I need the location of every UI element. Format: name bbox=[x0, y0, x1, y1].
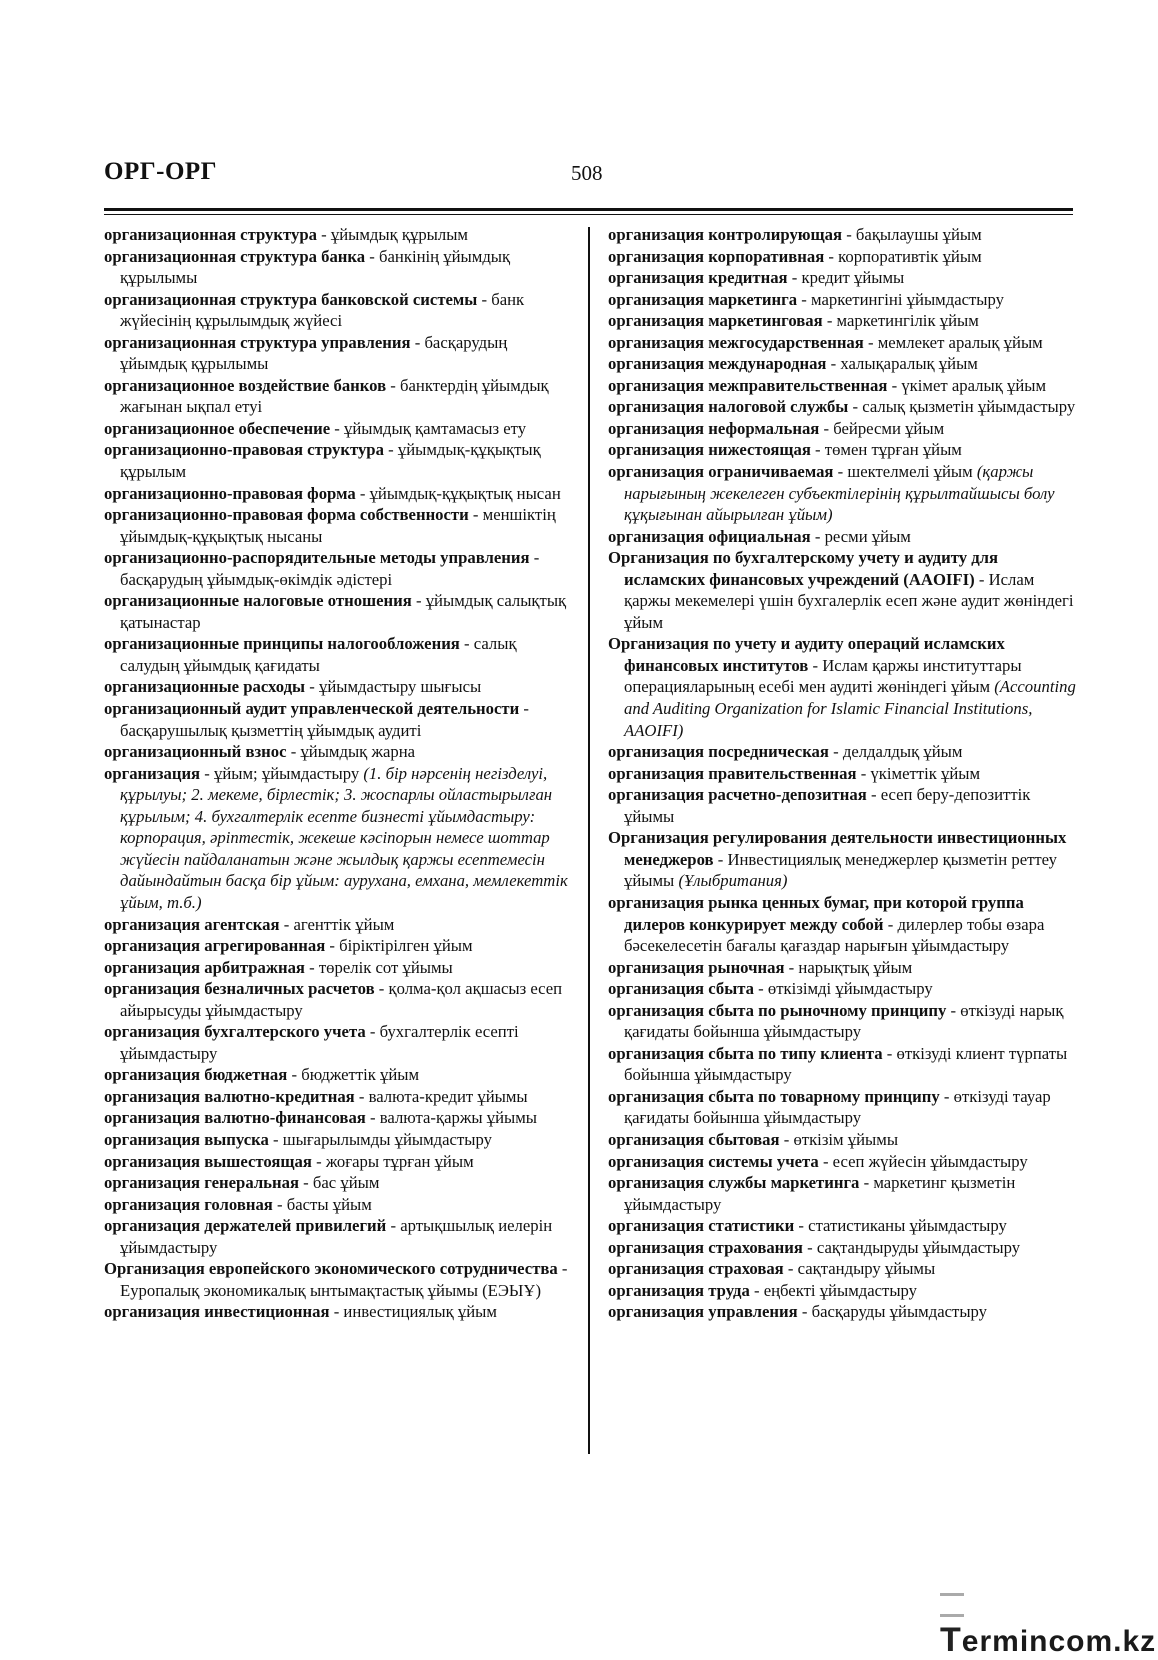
dictionary-entry bbox=[608, 784, 1076, 827]
dictionary-entry bbox=[104, 246, 578, 289]
entry-term: организация корпоративная bbox=[608, 246, 825, 266]
entry-definition: ұйымдастыру шығысы bbox=[319, 677, 482, 697]
entry-separator: - bbox=[330, 418, 345, 438]
entry-separator: - bbox=[468, 505, 483, 525]
entry-definition: Ислам қаржы мекемелері үшін бухгалерлік есеп және аудит жөніндегі ұйым bbox=[624, 569, 1074, 632]
dictionary-entry bbox=[104, 504, 578, 547]
entry-separator: - bbox=[200, 763, 214, 783]
entry-term: организация маркетинговая bbox=[608, 311, 823, 331]
entry-note: (1. бір нәрсенің негізделуі, құрылуы; 2. мекеме, бірлестік; 3. жоспарлы ойластырылған құрылым; 4. бухгалтерлік есепте бизнесті ұйымдастыру: корпорация, әріптестік, жекеше кәсіпорын немесе шоттар жүйесін пайдаланатын және жылдық қаржы есептемесін дайындайтын басқа бір ұйым: аурухана, емхана, мемлекеттік ұйым, т.б.) bbox=[120, 763, 568, 912]
dictionary-entry bbox=[608, 1237, 1076, 1259]
running-head: ОРГ-ОРГ bbox=[104, 158, 218, 185]
dictionary-entry bbox=[608, 310, 1076, 332]
entry-definition: кредит ұйымы bbox=[801, 268, 905, 288]
dictionary-entry bbox=[104, 978, 578, 1021]
entry-definition: ұйымдық қамтамасыз ету bbox=[344, 418, 527, 438]
entry-definition: валюта-кредит ұйымы bbox=[368, 1086, 528, 1106]
entry-term: Организация европейского экономического сотрудничества bbox=[104, 1259, 558, 1279]
entry-term: организация межправительственная bbox=[608, 375, 888, 395]
entry-separator: - bbox=[749, 1280, 764, 1300]
entry-definition: басқарудың ұйымдық-өкімдік әдістері bbox=[120, 569, 393, 589]
entry-separator: - bbox=[783, 1259, 798, 1279]
entry-term: организация генеральная bbox=[104, 1173, 299, 1193]
entry-definition: еңбекті ұйымдастыру bbox=[763, 1280, 918, 1300]
entry-definition: дилерлер тобы өзара бәсекелесетін бағалы қағаздар нарығын ұйымдастыру bbox=[624, 914, 1045, 956]
entry-separator: - bbox=[808, 655, 823, 675]
entry-definition: ұйымдық салықтық қатынастар bbox=[120, 591, 567, 632]
entry-term: организационные налоговые отношения bbox=[104, 591, 412, 611]
dictionary-entry bbox=[608, 978, 1076, 1000]
entry-separator: - bbox=[866, 785, 881, 805]
entry-separator: - bbox=[365, 1022, 380, 1042]
dictionary-entry bbox=[104, 763, 578, 914]
page-number: 508 bbox=[571, 161, 603, 185]
entry-separator: - bbox=[859, 1173, 874, 1193]
dictionary-entry bbox=[608, 763, 1076, 785]
entry-definition: корпоративтік ұйым bbox=[838, 246, 982, 266]
entry-definition: статистиканы ұйымдастыру bbox=[808, 1216, 1007, 1236]
entry-note: (Accounting and Auditing Organization for Islamic Financial Institutions, AAOIFI) bbox=[624, 677, 1076, 740]
entry-separator: - bbox=[753, 979, 768, 999]
dictionary-entry bbox=[608, 1258, 1076, 1280]
entry-separator: - bbox=[311, 1151, 326, 1171]
dictionary-entry bbox=[608, 547, 1076, 633]
entry-definition: бас ұйым bbox=[312, 1173, 380, 1193]
entry-term: организационно-правовая структура bbox=[104, 440, 384, 460]
entry-term: Организация регулирования деятельности инвестиционных менеджеров bbox=[608, 828, 1067, 869]
entry-separator: - bbox=[824, 246, 839, 266]
entry-term: организационно-правовая форма собственности bbox=[104, 505, 469, 525]
entry-term: организация сбытовая bbox=[608, 1129, 780, 1149]
entry-separator: - bbox=[529, 548, 540, 568]
entry-separator: - bbox=[286, 742, 301, 762]
dictionary-entry bbox=[608, 1043, 1076, 1086]
dictionary-entry bbox=[104, 1151, 578, 1173]
dictionary-entry bbox=[608, 1151, 1076, 1173]
dictionary-entry bbox=[608, 1172, 1076, 1215]
entry-separator: - bbox=[519, 699, 529, 719]
dictionary-entry bbox=[608, 957, 1076, 979]
entry-definition: үкіметтік ұйым bbox=[870, 763, 981, 783]
entry-term: организация налоговой службы bbox=[608, 397, 849, 417]
dictionary-entry bbox=[608, 741, 1076, 763]
dictionary-entry bbox=[608, 267, 1076, 289]
entry-term: организация bbox=[104, 763, 201, 783]
entry-term: организация официальная bbox=[608, 526, 811, 546]
dictionary-entry bbox=[104, 1194, 578, 1216]
entry-separator: - bbox=[325, 936, 340, 956]
entry-separator: - bbox=[939, 1086, 954, 1106]
entry-separator: - bbox=[819, 418, 834, 438]
entry-term: организация кредитная bbox=[608, 268, 788, 288]
entry-term: организационная структура bbox=[104, 225, 317, 244]
entry-definition: есеп жүйесін ұйымдастыру bbox=[832, 1151, 1028, 1171]
dictionary-entry bbox=[608, 1000, 1076, 1043]
dictionary-entry bbox=[104, 1172, 578, 1194]
entry-definition: ұйымдық-құқықтық құрылым bbox=[120, 440, 541, 482]
entry-separator: - bbox=[826, 354, 841, 374]
entry-definition: бухгалтерлік есепті ұйымдастыру bbox=[120, 1022, 519, 1063]
entry-term: организация агрегированная bbox=[104, 936, 326, 956]
entry-definition: басқаруды ұйымдастыру bbox=[811, 1302, 988, 1322]
entry-definition: жоғары тұрған ұйым bbox=[325, 1151, 474, 1171]
entry-definition: меншіктің ұйымдық-құқықтық нысаны bbox=[120, 505, 556, 546]
entry-definition: салық салудың ұйымдық қағидаты bbox=[120, 634, 517, 675]
entry-separator: - bbox=[863, 332, 878, 352]
entry-separator: - bbox=[316, 225, 331, 244]
entry-separator: - bbox=[386, 1216, 401, 1236]
entry-term: организация нижестоящая bbox=[608, 440, 811, 460]
dictionary-entry bbox=[104, 1086, 578, 1108]
entry-separator: - bbox=[883, 914, 898, 934]
entry-separator: - bbox=[810, 440, 825, 460]
header-rule-thick bbox=[104, 208, 1073, 211]
dictionary-entry bbox=[104, 439, 578, 482]
entry-definition: сақтандыру ұйымы bbox=[797, 1259, 936, 1279]
dictionary-entry bbox=[104, 633, 578, 676]
entry-definition: есеп беру-депозиттік ұйымы bbox=[624, 785, 1031, 826]
entry-term: организация сбыта по типу клиента bbox=[608, 1043, 883, 1063]
entry-term: организационная структура банковской системы bbox=[104, 289, 478, 309]
entry-term: организация системы учета bbox=[608, 1151, 819, 1171]
entry-term: организационное воздействие банков bbox=[104, 375, 387, 395]
dictionary-entry bbox=[608, 1215, 1076, 1237]
dictionary-entry bbox=[608, 246, 1076, 268]
dictionary-entry bbox=[104, 1215, 578, 1258]
dictionary-entry bbox=[608, 461, 1076, 526]
entry-term: организация рынка ценных бумаг, при которой группа дилеров конкурирует между собой bbox=[608, 892, 1024, 934]
dictionary-entry bbox=[104, 1258, 578, 1301]
watermark-initial: T bbox=[940, 1621, 962, 1659]
dictionary-entry bbox=[608, 1129, 1076, 1151]
entry-separator: - bbox=[272, 1194, 287, 1214]
entry-definition: қолма-қол ақшасыз есеп айырысуды ұйымдастыру bbox=[120, 979, 563, 1020]
entry-definition: делдалдық ұйым bbox=[842, 742, 963, 762]
entry-separator: - bbox=[459, 634, 474, 654]
entry-definition: бақылаушы ұйым bbox=[855, 225, 982, 244]
dictionary-entry bbox=[104, 418, 578, 440]
dictionary-entry bbox=[104, 1021, 578, 1064]
entry-separator: - bbox=[557, 1259, 568, 1279]
entry-separator: - bbox=[386, 375, 401, 395]
entry-definition: өткізім ұйымы bbox=[793, 1129, 899, 1149]
entry-definition: валюта-қаржы ұйымы bbox=[379, 1108, 538, 1128]
entry-separator: - bbox=[787, 268, 802, 288]
dictionary-entry bbox=[104, 224, 578, 246]
entry-definition: төмен тұрған ұйым bbox=[824, 440, 962, 460]
entry-separator: - bbox=[411, 591, 426, 611]
entry-term: Организация по бухгалтерскому учету и аудиту для исламских финансовых учреждений (AAOIFI) bbox=[608, 548, 999, 589]
entry-definition: ұйым; ұйымдастыру bbox=[214, 763, 360, 783]
entry-term: организация страховая bbox=[608, 1259, 784, 1279]
dictionary-entry bbox=[608, 332, 1076, 354]
entry-separator: - bbox=[268, 1129, 283, 1149]
entry-separator: - bbox=[355, 483, 370, 503]
entry-term: организационный аудит управленческой деятельности bbox=[104, 699, 520, 719]
dictionary-entry bbox=[608, 1301, 1076, 1323]
entry-term: организационный взнос bbox=[104, 742, 287, 762]
entry-term: организация сбыта по товарному принципу bbox=[608, 1086, 940, 1106]
column-divider bbox=[588, 227, 590, 1454]
entry-definition: инвестициялық ұйым bbox=[343, 1302, 497, 1322]
entry-definition: Еуропалық экономикалық ынтымақтастық ұйымы (ЕЭЫҰ) bbox=[120, 1280, 542, 1300]
dictionary-entry bbox=[608, 224, 1076, 246]
entry-definition: шектелмелі ұйым bbox=[847, 462, 973, 482]
entry-definition: өткізуді нарық қағидаты бойынша ұйымдастыру bbox=[624, 1000, 1064, 1042]
entry-term: организационная структура банка bbox=[104, 246, 366, 266]
entry-separator: - bbox=[365, 1108, 380, 1128]
dictionary-entry bbox=[608, 633, 1076, 741]
entry-term: организация инвестиционная bbox=[104, 1302, 330, 1322]
entry-separator: - bbox=[329, 1302, 344, 1322]
dictionary-entry bbox=[104, 676, 578, 698]
dictionary-entry bbox=[104, 741, 578, 763]
entry-separator: - bbox=[887, 375, 902, 395]
entry-definition: ұйымдық құрылым bbox=[330, 225, 468, 244]
entry-separator: - bbox=[279, 914, 294, 934]
entry-separator: - bbox=[383, 440, 398, 460]
entry-term: организация службы маркетинга bbox=[608, 1173, 860, 1193]
entry-definition: өткізуді клиент түрпаты бойынша ұйымдастыру bbox=[624, 1043, 1068, 1085]
entry-definition: бюджеттік ұйым bbox=[301, 1065, 420, 1085]
dictionary-entry bbox=[104, 1129, 578, 1151]
entry-separator: - bbox=[828, 742, 843, 762]
entry-separator: - bbox=[848, 397, 863, 417]
entry-term: организация статистики bbox=[608, 1216, 795, 1236]
entry-term: организационно-правовая форма bbox=[104, 483, 356, 503]
entry-definition: басқарушылық қызметтің ұйымдық аудиті bbox=[120, 720, 422, 740]
entry-definition: ресми ұйым bbox=[824, 526, 911, 546]
entry-definition: сақтандыруды ұйымдастыру bbox=[816, 1237, 1021, 1257]
entry-definition: басқарудың ұйымдық құрылымы bbox=[120, 332, 508, 374]
entry-separator: - bbox=[304, 957, 319, 977]
entry-separator: - bbox=[797, 1302, 812, 1322]
entry-term: организация арбитражная bbox=[104, 957, 305, 977]
entry-definition: банктердің ұйымдық жағынан ықпал етуі bbox=[120, 375, 549, 417]
entry-definition: банкінің ұйымдық құрылымы bbox=[120, 246, 511, 288]
left-column bbox=[104, 224, 578, 1323]
entry-term: организация выпуска bbox=[104, 1129, 269, 1149]
entry-separator: - bbox=[974, 569, 989, 589]
entry-term: организационно-распорядительные методы управления bbox=[104, 548, 530, 568]
entry-separator: - bbox=[842, 225, 856, 244]
entry-separator: - bbox=[856, 763, 871, 783]
entry-term: Организация по учету и аудиту операций исламских финансовых институтов bbox=[608, 634, 1005, 675]
entry-separator: - bbox=[477, 289, 492, 309]
entry-separator: - bbox=[818, 1151, 833, 1171]
dictionary-entry bbox=[104, 332, 578, 375]
dictionary-entry bbox=[104, 547, 578, 590]
entry-term: организация посредническая bbox=[608, 742, 829, 762]
entry-term: организация ограничиваемая bbox=[608, 462, 834, 482]
entry-definition: артықшылық иелерін ұйымдастыру bbox=[120, 1216, 553, 1257]
entry-definition: шығарылымды ұйымдастыру bbox=[282, 1129, 492, 1149]
entry-definition: маркетингілік ұйым bbox=[836, 311, 979, 331]
watermark-text: ermincom.kz bbox=[961, 1625, 1157, 1658]
entry-definition: біріктірілген ұйым bbox=[339, 936, 473, 956]
entry-term: организация управления bbox=[608, 1302, 798, 1322]
dictionary-entry bbox=[104, 1301, 578, 1323]
entry-separator: - bbox=[365, 246, 380, 266]
entry-definition: салық қызметін ұйымдастыру bbox=[862, 397, 1076, 417]
dictionary-entry bbox=[608, 439, 1076, 461]
dictionary-entry bbox=[608, 827, 1076, 892]
entry-separator: - bbox=[305, 677, 319, 697]
site-watermark bbox=[940, 1587, 1158, 1660]
dictionary-entry bbox=[608, 1280, 1076, 1302]
entry-separator: - bbox=[287, 1065, 302, 1085]
entry-term: организация маркетинга bbox=[608, 289, 798, 309]
entry-term: организация межгосударственная bbox=[608, 332, 864, 352]
entry-definition: маркетингіні ұйымдастыру bbox=[811, 289, 1004, 309]
entry-term: организация бухгалтерского учета bbox=[104, 1022, 366, 1042]
entry-definition: мемлекет аралық ұйым bbox=[877, 332, 1043, 352]
entry-term: организационные принципы налогообложения bbox=[104, 634, 460, 654]
entry-term: организация неформальная bbox=[608, 418, 820, 438]
entry-separator: - bbox=[779, 1129, 794, 1149]
entry-note: (Ұлыбритания) bbox=[674, 871, 788, 891]
entry-separator: - bbox=[833, 462, 848, 482]
entry-term: организация сбыта по рыночному принципу bbox=[608, 1000, 947, 1020]
right-column bbox=[608, 224, 1076, 1323]
dictionary-entry bbox=[104, 1064, 578, 1086]
entry-term: организация валютно-кредитная bbox=[104, 1086, 355, 1106]
entry-separator: - bbox=[354, 1086, 369, 1106]
entry-definition: ұйымдық-құқықтық нысан bbox=[369, 483, 561, 503]
entry-term: организация рыночная bbox=[608, 957, 785, 977]
entry-definition: басты ұйым bbox=[286, 1194, 372, 1214]
entry-definition: өткізуді тауар қағидаты бойынша ұйымдастыру bbox=[624, 1086, 1051, 1128]
dictionary-entry bbox=[104, 590, 578, 633]
entry-definition: бейресми ұйым bbox=[833, 418, 945, 438]
entry-term: организация держателей привилегий bbox=[104, 1216, 387, 1236]
entry-term: организационное обеспечение bbox=[104, 418, 331, 438]
entry-definition: нарықтық ұйым bbox=[798, 957, 913, 977]
entry-separator: - bbox=[410, 332, 425, 352]
entry-term: организация страхования bbox=[608, 1237, 803, 1257]
entry-term: организация бюджетная bbox=[104, 1065, 288, 1085]
entry-separator: - bbox=[374, 979, 389, 999]
entry-separator: - bbox=[810, 526, 825, 546]
dictionary-entry bbox=[608, 526, 1076, 548]
entry-term: организационные расходы bbox=[104, 677, 306, 697]
dictionary-entry bbox=[104, 698, 578, 741]
entry-separator: - bbox=[784, 957, 799, 977]
entry-definition: маркетинг қызметін ұйымдастыру bbox=[624, 1173, 1016, 1214]
entry-separator: - bbox=[882, 1043, 897, 1063]
entry-term: организация международная bbox=[608, 354, 827, 374]
entry-term: организационная структура управления bbox=[104, 332, 411, 352]
dictionary-entry bbox=[608, 289, 1076, 311]
dictionary-entry bbox=[104, 483, 578, 505]
dictionary-entry bbox=[608, 396, 1076, 418]
entry-term: организация агентская bbox=[104, 914, 280, 934]
entry-term: организация валютно-финансовая bbox=[104, 1108, 366, 1128]
entry-separator: - bbox=[794, 1216, 809, 1236]
dictionary-entry bbox=[608, 353, 1076, 375]
dictionary-entry bbox=[104, 1107, 578, 1129]
dictionary-entry bbox=[608, 375, 1076, 397]
entry-term: организация контролирующая bbox=[608, 225, 843, 244]
entry-definition: Ислам қаржы институттары операцияларының есебі мен аудиті жөніндегі ұйым bbox=[624, 655, 1022, 697]
entry-term: организация головная bbox=[104, 1194, 273, 1214]
entry-separator: - bbox=[797, 289, 811, 309]
entry-term: организация вышестоящая bbox=[104, 1151, 312, 1171]
entry-separator: - bbox=[713, 849, 728, 869]
dictionary-entry bbox=[104, 289, 578, 332]
entry-separator: - bbox=[822, 311, 837, 331]
entry-definition: халықаралық ұйым bbox=[840, 354, 978, 374]
entry-term: организация сбыта bbox=[608, 979, 754, 999]
dictionary-entry bbox=[104, 935, 578, 957]
entry-note: (қаржы нарығының жекелеген субъектілерінің құрылтайшысы болу құқығынан айырылған ұйым) bbox=[624, 462, 1055, 525]
entry-term: организация правительственная bbox=[608, 763, 857, 783]
entry-definition: үкімет аралық ұйым bbox=[901, 375, 1047, 395]
entry-separator: - bbox=[802, 1237, 817, 1257]
entry-term: организация расчетно-депозитная bbox=[608, 785, 867, 805]
entry-definition: ұйымдық жарна bbox=[300, 742, 416, 762]
entry-definition: өткізімді ұйымдастыру bbox=[767, 979, 933, 999]
entry-term: организация безналичных расчетов bbox=[104, 979, 375, 999]
dictionary-entry bbox=[608, 418, 1076, 440]
entry-definition: Инвестициялық менеджерлер қызметін реттеу ұйымы bbox=[624, 849, 1058, 891]
dictionary-entry bbox=[608, 892, 1076, 957]
dictionary-entry bbox=[104, 914, 578, 936]
dictionary-entry bbox=[608, 1086, 1076, 1129]
entry-definition: төрелік сот ұйымы bbox=[318, 957, 453, 977]
watermark-lines-icon bbox=[940, 1593, 964, 1617]
header-rule-thin bbox=[104, 214, 1073, 215]
entry-definition: банк жүйесінің құрылымдық жүйесі bbox=[120, 289, 525, 331]
entry-separator: - bbox=[946, 1000, 961, 1020]
dictionary-entry bbox=[104, 957, 578, 979]
dictionary-entry bbox=[104, 375, 578, 418]
entry-term: организация труда bbox=[608, 1280, 750, 1300]
entry-separator: - bbox=[299, 1173, 313, 1193]
entry-definition: агенттік ұйым bbox=[293, 914, 395, 934]
